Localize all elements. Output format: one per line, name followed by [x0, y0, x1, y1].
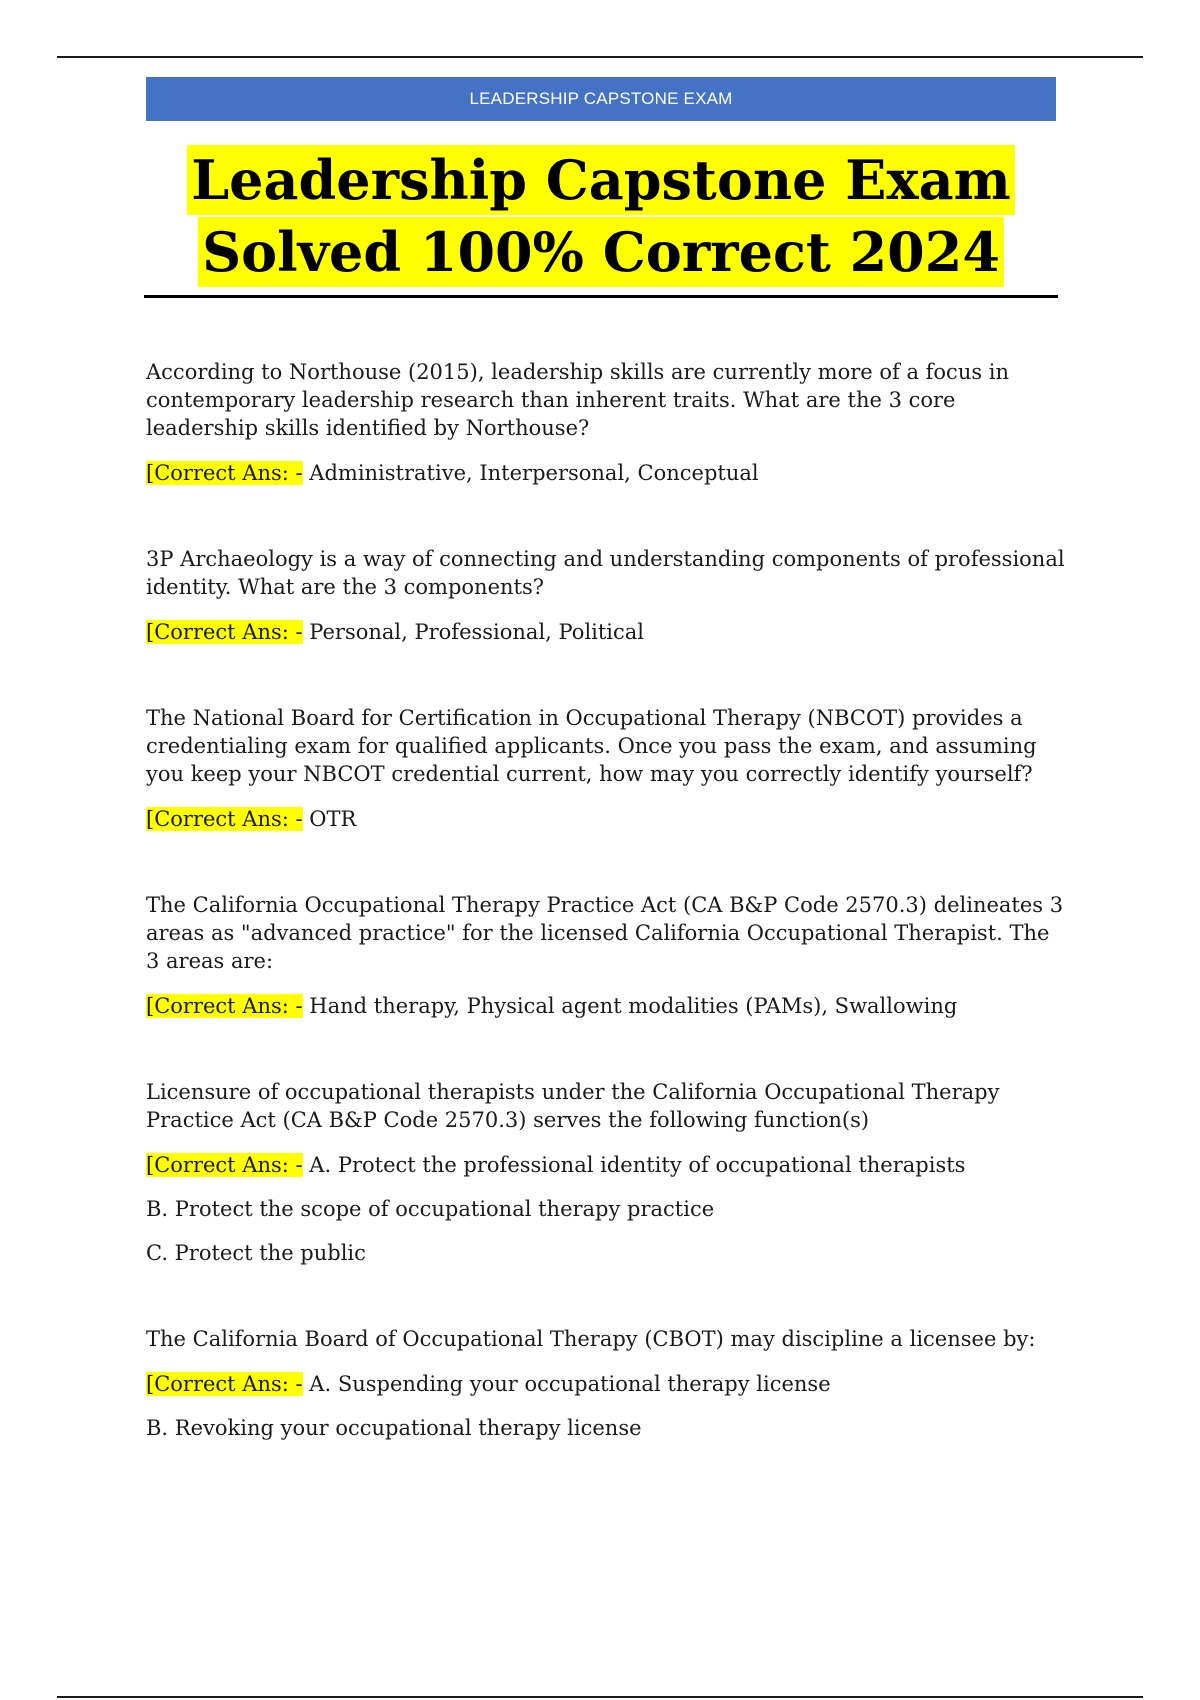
- document-title: [146, 145, 1056, 287]
- answer-line: [146, 459, 1066, 487]
- answer-text: Personal, Professional, Political: [309, 620, 645, 644]
- question-text: The California Board of Occupational Therapy (CBOT) may discipline a licensee by:: [146, 1327, 1036, 1351]
- top-rule: [57, 56, 1143, 58]
- correct-answer-tag: [Correct Ans: -: [146, 994, 303, 1018]
- bottom-rule: [57, 1696, 1143, 1698]
- answer-text: Administrative, Interpersonal, Conceptual: [309, 461, 759, 485]
- question-text: 3P Archaeology is a way of connecting and understanding components of professional identity. What are the 3 components?: [146, 547, 1065, 599]
- answer-option: B. Revoking your occupational therapy license: [146, 1416, 642, 1440]
- answer-line: [146, 805, 1066, 833]
- question-text: Licensure of occupational therapists under the California Occupational Therapy Practice Act (CA B&P Code 2570.3) serves the following function(s): [146, 1080, 1000, 1132]
- correct-answer-tag: [Correct Ans: -: [146, 1153, 303, 1177]
- header-band-label: LEADERSHIP CAPSTONE EXAM: [469, 89, 733, 108]
- qa-list: [146, 358, 1066, 1500]
- question-text: The California Occupational Therapy Practice Act (CA B&P Code 2570.3) delineates 3 areas as "advanced practice" for the licensed California Occupational Therapist. The 3 areas are:: [146, 893, 1064, 973]
- title-underline: [144, 295, 1058, 298]
- question-text: The National Board for Certification in Occupational Therapy (NBCOT) provides a credentialing exam for qualified applicants. Once you pass the exam, and assuming you keep your NBCOT credential current, how may you correctly identify yourself?: [146, 706, 1037, 786]
- question-text: According to Northouse (2015), leadership skills are currently more of a focus in contemporary leadership research than inherent traits. What are the 3 core leadership skills identified by Northouse?: [146, 360, 1010, 440]
- correct-answer-tag: [Correct Ans: -: [146, 620, 303, 644]
- answer-line: [146, 992, 1066, 1020]
- correct-answer-tag: [Correct Ans: -: [146, 1372, 303, 1396]
- answer-line: [146, 1151, 1066, 1179]
- answer-line: [146, 618, 1066, 646]
- correct-answer-tag: [Correct Ans: -: [146, 807, 303, 831]
- qa-item: [146, 704, 1066, 833]
- title-line-1: Leadership Capstone Exam: [187, 145, 1015, 215]
- answer-text: Hand therapy, Physical agent modalities (PAMs), Swallowing: [309, 994, 958, 1018]
- qa-item: [146, 545, 1066, 646]
- answer-text: OTR: [309, 807, 357, 831]
- answer-line: [146, 1370, 1066, 1398]
- title-line-2: Solved 100% Correct 2024: [198, 217, 1004, 287]
- answer-text: A. Protect the professional identity of occupational therapists: [309, 1153, 966, 1177]
- qa-item: [146, 358, 1066, 487]
- qa-item: [146, 1078, 1066, 1267]
- answer-option: B. Protect the scope of occupational therapy practice: [146, 1197, 715, 1221]
- qa-item: [146, 1325, 1066, 1442]
- answer-option: C. Protect the public: [146, 1241, 366, 1265]
- answer-text: A. Suspending your occupational therapy license: [309, 1372, 831, 1396]
- header-band: [146, 77, 1056, 121]
- correct-answer-tag: [Correct Ans: -: [146, 461, 303, 485]
- qa-item: [146, 891, 1066, 1020]
